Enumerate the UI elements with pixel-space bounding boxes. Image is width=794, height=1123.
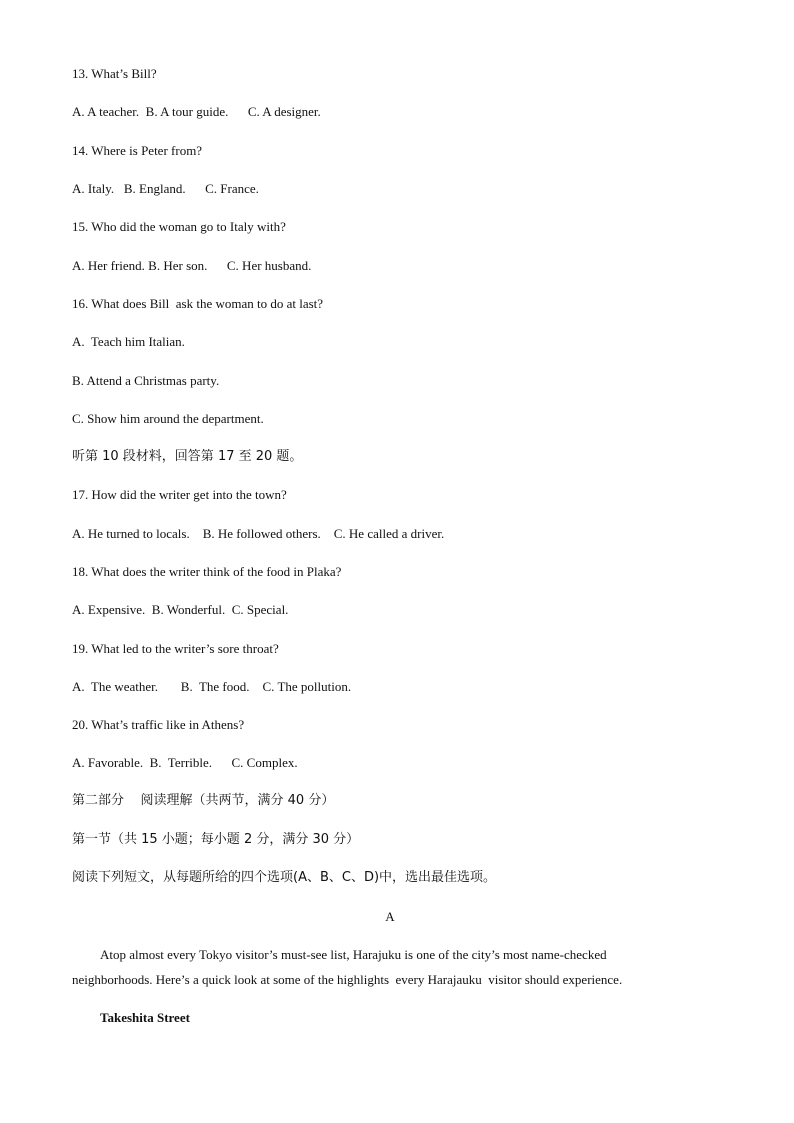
reading-instruction: 阅读下列短文，从每题所给的四个选项(A、B、C、D)中，选出最佳选项。 — [72, 870, 497, 885]
question-14-options: A. Italy. B. England. C. France. — [72, 181, 259, 196]
question-18: 18. What does the writer think of the food in Plaka? — [72, 564, 342, 579]
passage-paragraph-line-1: Atop almost every Tokyo visitor’s must-see list, Harajuku is one of the city’s most name-checked — [100, 947, 607, 962]
question-20-options: A. Favorable. B. Terrible. C. Complex. — [72, 755, 298, 770]
question-13: 13. What’s Bill? — [72, 66, 157, 81]
reading-part-title: 第二部分 阅读理解（共两节，满分 40 分） — [72, 793, 335, 808]
question-16-option-b: B. Attend a Christmas party. — [72, 373, 220, 388]
question-16-option-c: C. Show him around the department. — [72, 411, 264, 426]
question-14: 14. Where is Peter from? — [72, 143, 203, 158]
question-13-options: A. A teacher. B. A tour guide. C. A designer. — [72, 104, 321, 119]
question-16: 16. What does Bill ask the woman to do at last? — [72, 296, 324, 311]
reading-section-title: 第一节（共 15 小题；每小题 2 分，满分 30 分） — [72, 832, 360, 847]
question-19: 19. What led to the writer’s sore throat? — [72, 641, 279, 656]
passage-label: A — [385, 909, 395, 924]
question-17-options: A. He turned to locals. B. He followed others. C. He called a driver. — [72, 526, 445, 541]
question-15-options: A. Her friend. B. Her son. C. Her husband. — [72, 258, 312, 273]
question-17: 17. How did the writer get into the town? — [72, 487, 287, 502]
question-15: 15. Who did the woman go to Italy with? — [72, 219, 286, 234]
question-19-options: A. The weather. B. The food. C. The pollution. — [72, 679, 352, 694]
question-20: 20. What’s traffic like in Athens? — [72, 717, 245, 732]
passage-paragraph-line-2: neighborhoods. Here’s a quick look at some of the highlights every Harajauku visitor should experience. — [72, 972, 623, 987]
question-16-option-a: A. Teach him Italian. — [72, 334, 185, 349]
question-18-options: A. Expensive. B. Wonderful. C. Special. — [72, 602, 289, 617]
section-10-instruction: 听第 10 段材料，回答第 17 至 20 题。 — [72, 449, 303, 464]
passage-subheading: Takeshita Street — [100, 1010, 190, 1025]
